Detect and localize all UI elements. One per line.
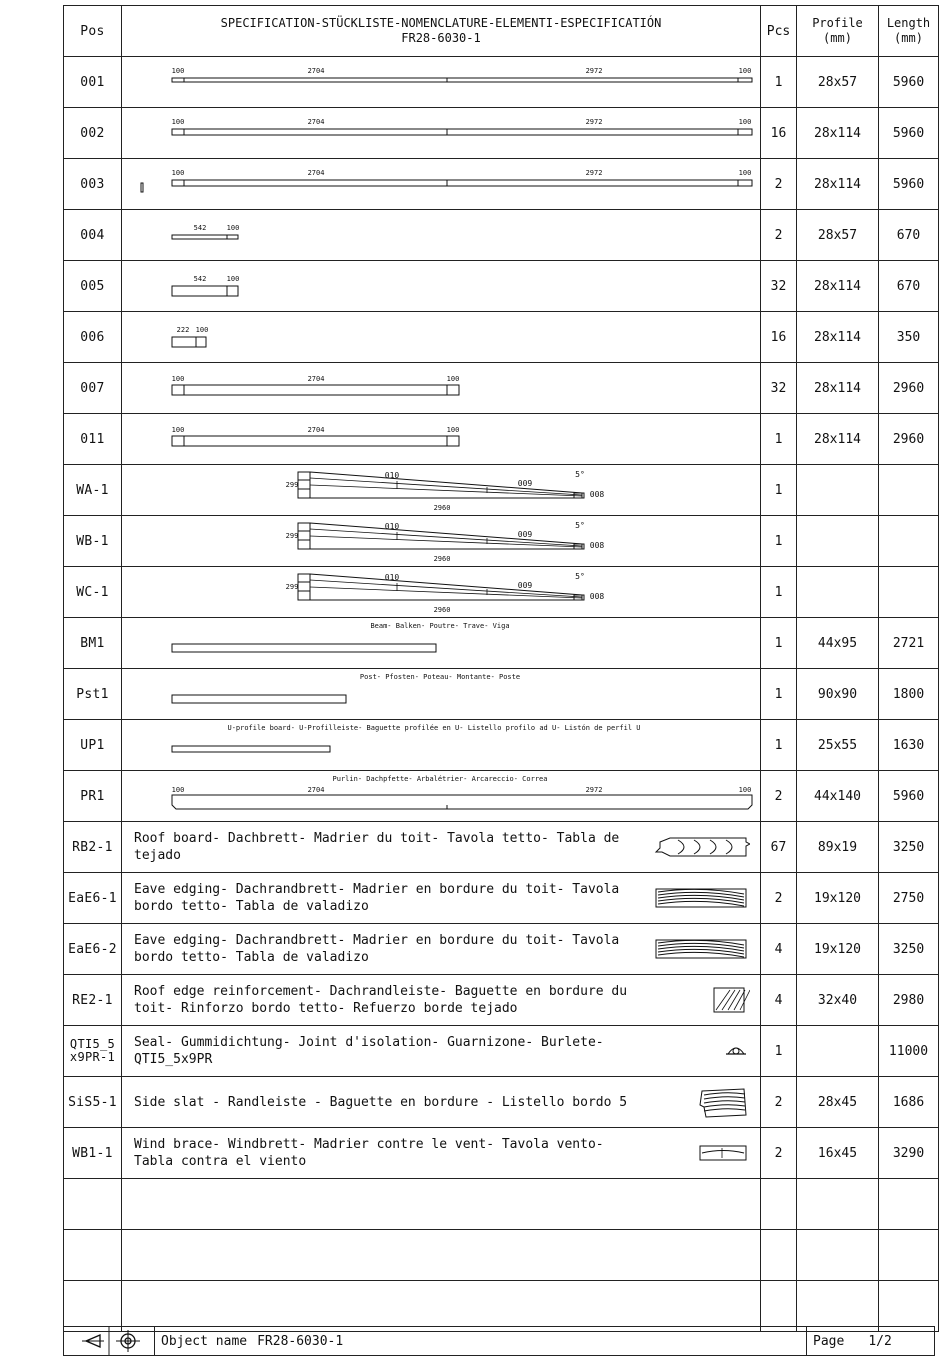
row-drawing <box>122 771 761 822</box>
row-pcs: 1 <box>761 516 797 567</box>
dim-label: 2960 <box>433 606 451 614</box>
first-angle-projection-icon <box>64 1326 155 1356</box>
part-drawing <box>122 414 760 464</box>
row-drawing <box>122 363 761 414</box>
row-drawing <box>122 618 761 669</box>
dim-label: 100 <box>171 118 185 126</box>
angle-label: 5° <box>575 470 585 479</box>
row-pcs: 2 <box>761 1128 797 1179</box>
row-profile: 89x19 <box>797 822 879 873</box>
object-name-value: FR28-6030-1 <box>257 1333 344 1349</box>
table-row <box>64 924 939 975</box>
row-profile: 16x45 <box>797 1128 879 1179</box>
row-pcs: 67 <box>761 822 797 873</box>
row-pcs: 2 <box>761 210 797 261</box>
dim-label: 542 <box>193 275 207 283</box>
table-row <box>64 771 939 822</box>
row-pos: Pst1 <box>64 669 122 720</box>
table-row <box>64 465 939 516</box>
table-row <box>64 210 939 261</box>
page-field <box>806 1326 934 1356</box>
dim-label: 2972 <box>585 786 603 794</box>
row-drawing <box>122 822 761 873</box>
part-drawing <box>122 720 760 770</box>
board-outline <box>172 385 459 395</box>
row-pos: UP1 <box>64 720 122 771</box>
dim-label: 299 <box>285 532 299 540</box>
row-profile: 28x114 <box>797 363 879 414</box>
row-profile: 28x114 <box>797 312 879 363</box>
part-drawing <box>122 261 760 311</box>
seal-icon <box>650 1034 750 1068</box>
row-pos: 005 <box>64 261 122 312</box>
part-ref-label: 009 <box>517 479 533 488</box>
dim-label: 2704 <box>307 426 325 434</box>
part-ref-label: 009 <box>517 581 533 590</box>
board-outline <box>172 180 752 186</box>
row-length: 5960 <box>879 159 939 210</box>
object-name-field <box>155 1326 806 1356</box>
row-pos: WB-1 <box>64 516 122 567</box>
header-profile <box>797 6 879 57</box>
table-row <box>64 363 939 414</box>
part-description: Wind brace- Windbrett- Madrier contre le vent- Tavola vento- Tabla contra el viento <box>134 1137 604 1169</box>
row-pos: 001 <box>64 57 122 108</box>
row-drawing <box>122 1230 761 1281</box>
dim-label: 2972 <box>585 67 603 75</box>
part-ref-label: 009 <box>517 530 533 539</box>
dim-label: 2960 <box>433 555 451 563</box>
board-outline <box>172 286 238 296</box>
dim-label: 542 <box>193 224 207 232</box>
row-profile: 44x95 <box>797 618 879 669</box>
table-row <box>64 567 939 618</box>
row-pos: 007 <box>64 363 122 414</box>
table-row <box>64 822 939 873</box>
part-ref-label: 010 <box>384 573 400 582</box>
table-row <box>64 108 939 159</box>
page-label: Page <box>813 1333 845 1349</box>
dim-label: 100 <box>171 67 185 75</box>
row-pos: 002 <box>64 108 122 159</box>
row-profile: 90x90 <box>797 669 879 720</box>
dim-label: 2972 <box>585 169 603 177</box>
bar-outline <box>172 695 346 703</box>
table-row <box>64 720 939 771</box>
part-drawing <box>122 618 760 668</box>
row-pcs: 16 <box>761 108 797 159</box>
row-drawing <box>122 873 761 924</box>
part-drawing <box>122 465 760 515</box>
row-drawing <box>122 516 761 567</box>
table-row <box>64 975 939 1026</box>
row-profile: 32x40 <box>797 975 879 1026</box>
row-drawing <box>122 414 761 465</box>
row-drawing <box>122 669 761 720</box>
row-profile <box>797 516 879 567</box>
row-pos <box>64 1179 122 1230</box>
row-pos: PR1 <box>64 771 122 822</box>
row-drawing <box>122 924 761 975</box>
row-pcs: 1 <box>761 669 797 720</box>
row-length: 3250 <box>879 924 939 975</box>
board-outline <box>172 337 206 347</box>
row-pcs: 32 <box>761 261 797 312</box>
footer-bar <box>63 1326 935 1356</box>
row-length <box>879 567 939 618</box>
row-profile: 25x55 <box>797 720 879 771</box>
row-pcs: 1 <box>761 57 797 108</box>
row-pos: RE2-1 <box>64 975 122 1026</box>
row-profile: 28x57 <box>797 210 879 261</box>
row-pcs <box>761 1281 797 1332</box>
row-drawing <box>122 57 761 108</box>
row-pos: 003 <box>64 159 122 210</box>
row-profile: 28x57 <box>797 57 879 108</box>
row-drawing <box>122 1026 761 1077</box>
row-length <box>879 516 939 567</box>
row-pcs: 32 <box>761 363 797 414</box>
row-drawing <box>122 567 761 618</box>
dim-label: 100 <box>195 326 209 334</box>
table-row <box>64 57 939 108</box>
row-drawing <box>122 1077 761 1128</box>
bar-outline <box>172 746 330 752</box>
part-caption: Beam- Balken- Poutre- Trave- Viga <box>370 622 510 630</box>
row-length: 5960 <box>879 57 939 108</box>
board-outline <box>172 78 752 82</box>
part-ref-label: 008 <box>589 541 605 550</box>
specification-sheet <box>63 5 935 1349</box>
dim-label: 222 <box>176 326 190 334</box>
header-length <box>879 6 939 57</box>
row-pos: EaE6-1 <box>64 873 122 924</box>
dim-label: 2960 <box>433 504 451 512</box>
row-pcs: 1 <box>761 618 797 669</box>
row-pcs: 4 <box>761 975 797 1026</box>
dim-label: 100 <box>226 224 240 232</box>
row-length: 5960 <box>879 108 939 159</box>
table-row <box>64 159 939 210</box>
square-timber-icon <box>650 983 750 1017</box>
header-pcs: Pcs <box>761 6 797 57</box>
row-pos: 006 <box>64 312 122 363</box>
object-name-label: Object name <box>161 1333 248 1349</box>
dim-label: 2704 <box>307 67 325 75</box>
dim-label: 100 <box>171 786 185 794</box>
row-length <box>879 1179 939 1230</box>
row-pcs <box>761 1179 797 1230</box>
dim-label: 100 <box>171 169 185 177</box>
row-drawing <box>122 210 761 261</box>
row-length: 2721 <box>879 618 939 669</box>
row-pcs: 2 <box>761 771 797 822</box>
row-profile: 28x114 <box>797 159 879 210</box>
row-pcs: 1 <box>761 414 797 465</box>
table-row <box>64 618 939 669</box>
part-description: Seal- Gummidichtung- Joint d'isolation- Guarnizone- Burlete- QTI5_5x9PR <box>134 1035 604 1067</box>
row-pos: BM1 <box>64 618 122 669</box>
row-length <box>879 1230 939 1281</box>
row-pos: 011 <box>64 414 122 465</box>
table-row <box>64 1230 939 1281</box>
row-profile <box>797 567 879 618</box>
header-length-label: Length <box>886 16 931 30</box>
row-profile <box>797 1230 879 1281</box>
row-drawing <box>122 720 761 771</box>
header-profile-label: Profile <box>812 16 863 30</box>
wind-brace-icon <box>650 1136 750 1170</box>
row-drawing <box>122 108 761 159</box>
table-row <box>64 1281 939 1332</box>
row-drawing <box>122 975 761 1026</box>
table-row <box>64 261 939 312</box>
row-length <box>879 1281 939 1332</box>
row-pos <box>64 1230 122 1281</box>
specification-table <box>63 5 939 1332</box>
row-profile: 28x114 <box>797 414 879 465</box>
row-pcs: 2 <box>761 1077 797 1128</box>
part-ref-label: 010 <box>384 522 400 531</box>
dim-label: 2704 <box>307 169 325 177</box>
row-pos: 004 <box>64 210 122 261</box>
angle-label: 5° <box>575 521 585 530</box>
part-drawing <box>122 771 760 821</box>
part-drawing <box>122 312 760 362</box>
title-line-1: SPECIFICATION-STÜCKLISTE-NOMENCLATURE-ELEMENTI-ESPECIFICATIÓN <box>220 16 662 30</box>
part-caption: Post- Pfosten- Poteau- Montante- Poste <box>359 673 521 681</box>
row-length: 2750 <box>879 873 939 924</box>
part-description: Roof edge reinforcement- Dachrandleiste- Baguette en bordure du toit- Rinforzo bordo tetto- Refuerzo borde tejado <box>134 984 628 1016</box>
row-length: 1630 <box>879 720 939 771</box>
part-drawing <box>122 669 760 719</box>
table-row <box>64 1077 939 1128</box>
row-length: 2980 <box>879 975 939 1026</box>
header-title <box>122 6 761 57</box>
row-profile: 19x120 <box>797 924 879 975</box>
row-length: 350 <box>879 312 939 363</box>
part-drawing <box>122 159 760 209</box>
dim-label: 2704 <box>307 118 325 126</box>
board-outline <box>172 129 752 135</box>
row-pcs: 2 <box>761 873 797 924</box>
dim-label: 2972 <box>585 118 603 126</box>
table-row <box>64 1128 939 1179</box>
row-profile: 19x120 <box>797 873 879 924</box>
part-caption: U-profile board- U-Profilleiste- Baguette profilée en U- Listello profilo ad U- Listón de perfil U <box>227 724 641 732</box>
table-row <box>64 516 939 567</box>
dim-label: 100 <box>171 426 185 434</box>
row-pos: RB2-1 <box>64 822 122 873</box>
part-drawing <box>122 210 760 260</box>
row-length: 670 <box>879 210 939 261</box>
table-row <box>64 414 939 465</box>
header-length-unit: (mm) <box>894 31 923 45</box>
table-row <box>64 669 939 720</box>
dim-label: 2704 <box>307 375 325 383</box>
board-outline <box>172 235 238 239</box>
table-header <box>64 6 939 57</box>
dim-label: 100 <box>738 786 752 794</box>
row-length: 1800 <box>879 669 939 720</box>
part-drawing <box>122 108 760 158</box>
row-profile <box>797 465 879 516</box>
dim-label: 100 <box>446 375 460 383</box>
row-pcs: 16 <box>761 312 797 363</box>
row-pos: EaE6-2 <box>64 924 122 975</box>
row-profile: 28x114 <box>797 261 879 312</box>
row-pcs <box>761 1230 797 1281</box>
part-description: Roof board- Dachbrett- Madrier du toit- Tavola tetto- Tabla de tejado <box>134 831 620 863</box>
row-drawing <box>122 465 761 516</box>
part-ref-label: 008 <box>589 592 605 601</box>
row-length: 5960 <box>879 771 939 822</box>
table-row <box>64 1026 939 1077</box>
row-pcs: 1 <box>761 720 797 771</box>
row-length: 2960 <box>879 363 939 414</box>
row-pcs: 1 <box>761 567 797 618</box>
eave-board-icon <box>650 932 750 966</box>
row-profile <box>797 1281 879 1332</box>
row-length: 3250 <box>879 822 939 873</box>
dim-label: 100 <box>171 375 185 383</box>
part-drawing <box>122 516 760 566</box>
part-caption: Purlin- Dachpfette- Arbalétrier- Arcareccio- Correa <box>332 775 548 783</box>
eave-board-icon <box>650 881 750 915</box>
bar-outline <box>172 644 436 652</box>
title-line-2: FR28-6030-1 <box>401 31 481 45</box>
dim-label: 2704 <box>307 786 325 794</box>
dim-label: 299 <box>285 583 299 591</box>
row-pos <box>64 1281 122 1332</box>
part-drawing <box>122 57 760 107</box>
row-pos: QTI5_5 x9PR-1 <box>64 1026 122 1077</box>
board-outline <box>172 436 459 446</box>
angle-label: 5° <box>575 572 585 581</box>
row-drawing <box>122 159 761 210</box>
row-pcs: 1 <box>761 1026 797 1077</box>
part-drawing <box>122 567 760 617</box>
row-pcs: 4 <box>761 924 797 975</box>
row-drawing <box>122 1179 761 1230</box>
page-value: 1/2 <box>868 1333 892 1349</box>
dim-label: 100 <box>738 67 752 75</box>
table-row <box>64 1179 939 1230</box>
roof-board-icon <box>650 830 750 864</box>
row-drawing <box>122 261 761 312</box>
dim-label: 299 <box>285 481 299 489</box>
dim-label: 100 <box>738 169 752 177</box>
part-ref-label: 010 <box>384 471 400 480</box>
row-profile: 44x140 <box>797 771 879 822</box>
row-profile: 28x114 <box>797 108 879 159</box>
dim-label: 100 <box>446 426 460 434</box>
row-length: 670 <box>879 261 939 312</box>
row-pcs: 2 <box>761 159 797 210</box>
row-length: 11000 <box>879 1026 939 1077</box>
purlin-outline <box>172 795 752 809</box>
row-profile <box>797 1179 879 1230</box>
row-drawing <box>122 1281 761 1332</box>
row-length <box>879 465 939 516</box>
table-row <box>64 312 939 363</box>
row-pos: SiS5-1 <box>64 1077 122 1128</box>
row-pos: WC-1 <box>64 567 122 618</box>
part-description: Eave edging- Dachrandbrett- Madrier en bordure du toit- Tavola bordo tetto- Tabla de valadizo <box>134 882 620 914</box>
table-row <box>64 873 939 924</box>
dim-label: 100 <box>226 275 240 283</box>
row-profile <box>797 1026 879 1077</box>
part-description: Side slat - Randleiste - Baguette en bordure - Listello bordo 5 <box>134 1094 628 1110</box>
row-pcs: 1 <box>761 465 797 516</box>
part-ref-label: 008 <box>589 490 605 499</box>
row-pos: WB1-1 <box>64 1128 122 1179</box>
row-drawing <box>122 1128 761 1179</box>
row-length: 2960 <box>879 414 939 465</box>
row-length: 3290 <box>879 1128 939 1179</box>
part-drawing <box>122 363 760 413</box>
part-description: Eave edging- Dachrandbrett- Madrier en bordure du toit- Tavola bordo tetto- Tabla de valadizo <box>134 933 620 965</box>
header-pos: Pos <box>64 6 122 57</box>
dim-label: 100 <box>738 118 752 126</box>
row-length: 1686 <box>879 1077 939 1128</box>
row-profile: 28x45 <box>797 1077 879 1128</box>
row-drawing <box>122 312 761 363</box>
side-slat-icon <box>650 1085 750 1119</box>
row-pos: WA-1 <box>64 465 122 516</box>
header-profile-unit: (mm) <box>823 31 852 45</box>
